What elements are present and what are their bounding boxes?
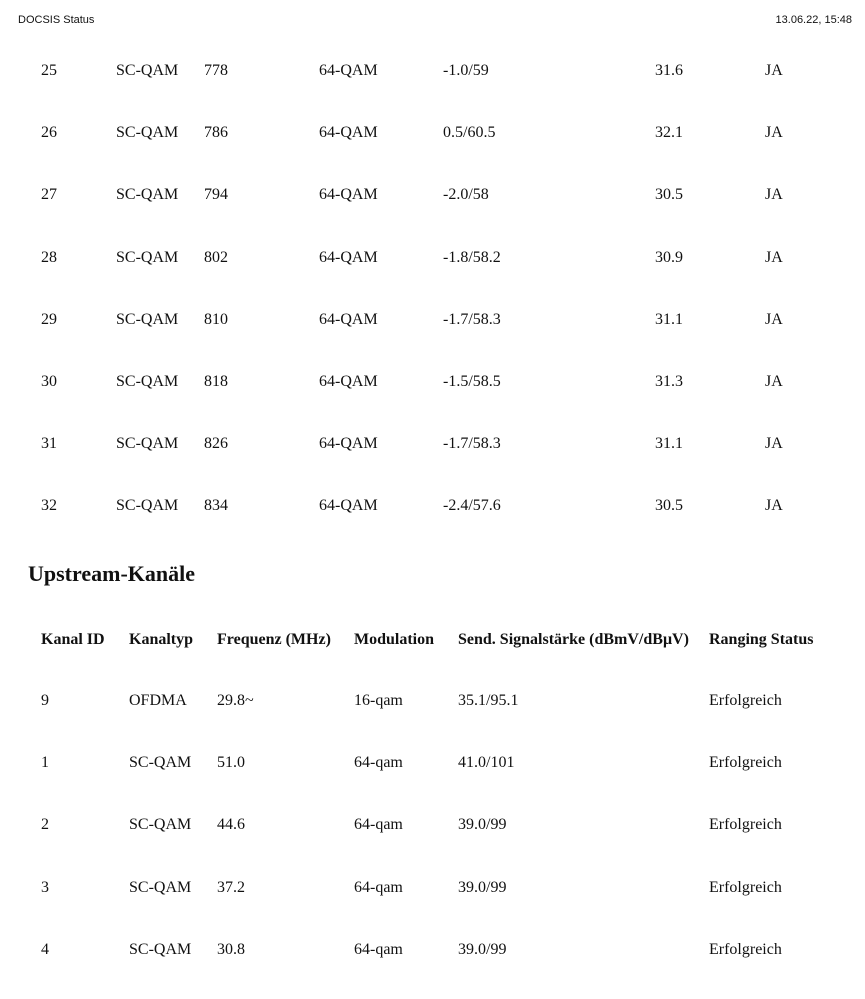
upstream-column-header: Modulation — [354, 631, 435, 648]
channel-type-cell: SC-QAM — [116, 435, 179, 453]
channel-type-cell: SC-QAM — [129, 754, 192, 772]
channel-id-cell: 30 — [41, 373, 57, 391]
send-power-cell: 41.0/101 — [458, 754, 515, 772]
power-cell: -1.7/58.3 — [443, 310, 501, 328]
frequency-cell: 794 — [204, 186, 228, 204]
ranging-status-cell: Erfolgreich — [709, 940, 782, 958]
frequency-cell: 51.0 — [217, 754, 245, 772]
channel-id-cell: 1 — [41, 754, 49, 772]
modulation-cell: 64-QAM — [319, 124, 378, 142]
channel-id-cell: 32 — [41, 497, 57, 515]
snr-cell: 31.3 — [655, 373, 683, 391]
channel-type-cell: SC-QAM — [116, 373, 179, 391]
modulation-cell: 64-QAM — [319, 435, 378, 453]
locked-cell: JA — [765, 497, 783, 515]
power-cell: 0.5/60.5 — [443, 124, 496, 142]
upstream-header-row — [41, 610, 839, 670]
snr-cell: 30.5 — [655, 497, 683, 515]
channel-id-cell: 2 — [41, 816, 49, 834]
upstream-row — [41, 732, 839, 794]
modulation-cell: 16-qam — [354, 692, 403, 710]
snr-cell: 31.6 — [655, 62, 683, 80]
power-cell: -1.7/58.3 — [443, 435, 501, 453]
channel-type-cell: SC-QAM — [116, 124, 179, 142]
upstream-row — [41, 919, 839, 981]
channel-id-cell: 9 — [41, 692, 49, 710]
print-header-title: DOCSIS Status — [18, 14, 95, 26]
downstream-row — [41, 475, 825, 537]
upstream-table-body — [41, 670, 839, 981]
locked-cell: JA — [765, 124, 783, 142]
channel-type-cell: OFDMA — [129, 692, 187, 710]
upstream-row — [41, 670, 839, 732]
upstream-column-header: Kanaltyp — [129, 631, 194, 648]
channel-id-cell: 26 — [41, 124, 57, 142]
channel-type-cell: SC-QAM — [129, 878, 192, 896]
modulation-cell: 64-QAM — [319, 248, 378, 266]
downstream-row — [41, 102, 825, 164]
channel-type-cell: SC-QAM — [116, 497, 179, 515]
upstream-section-title: Upstream-Kanäle — [28, 561, 196, 586]
snr-cell: 31.1 — [655, 435, 683, 453]
frequency-cell: 826 — [204, 435, 228, 453]
snr-cell: 30.9 — [655, 248, 683, 266]
channel-type-cell: SC-QAM — [116, 248, 179, 266]
frequency-cell: 818 — [204, 373, 228, 391]
snr-cell: 31.1 — [655, 310, 683, 328]
channel-id-cell: 4 — [41, 940, 49, 958]
modulation-cell: 64-qam — [354, 878, 403, 896]
locked-cell: JA — [765, 373, 783, 391]
channel-type-cell: SC-QAM — [129, 940, 192, 958]
ranging-status-cell: Erfolgreich — [709, 692, 782, 710]
power-cell: -2.0/58 — [443, 186, 489, 204]
upstream-column-header: Send. Signalstärke (dBmV/dBμV) — [458, 631, 689, 648]
send-power-cell: 35.1/95.1 — [458, 692, 519, 710]
modulation-cell: 64-QAM — [319, 497, 378, 515]
locked-cell: JA — [765, 248, 783, 266]
channel-type-cell: SC-QAM — [116, 186, 179, 204]
modulation-cell: 64-QAM — [319, 186, 378, 204]
channel-type-cell: SC-QAM — [129, 816, 192, 834]
ranging-status-cell: Erfolgreich — [709, 754, 782, 772]
channel-id-cell: 29 — [41, 310, 57, 328]
power-cell: -1.8/58.2 — [443, 248, 501, 266]
snr-cell: 30.5 — [655, 186, 683, 204]
upstream-row — [41, 794, 839, 856]
frequency-cell: 810 — [204, 310, 228, 328]
modulation-cell: 64-qam — [354, 816, 403, 834]
channel-id-cell: 27 — [41, 186, 57, 204]
power-cell: -1.5/58.5 — [443, 373, 501, 391]
upstream-row — [41, 857, 839, 919]
print-header-timestamp: 13.06.22, 15:48 — [775, 14, 852, 26]
frequency-cell: 778 — [204, 62, 228, 80]
locked-cell: JA — [765, 186, 783, 204]
downstream-row — [41, 164, 825, 226]
channel-type-cell: SC-QAM — [116, 310, 179, 328]
downstream-table-body — [41, 40, 825, 538]
modulation-cell: 64-QAM — [319, 310, 378, 328]
modulation-cell: 64-QAM — [319, 62, 378, 80]
frequency-cell: 834 — [204, 497, 228, 515]
channel-id-cell: 28 — [41, 248, 57, 266]
locked-cell: JA — [765, 62, 783, 80]
snr-cell: 32.1 — [655, 124, 683, 142]
send-power-cell: 39.0/99 — [458, 816, 507, 834]
frequency-cell: 802 — [204, 248, 228, 266]
upstream-column-header: Ranging Status — [709, 631, 814, 648]
modulation-cell: 64-qam — [354, 754, 403, 772]
frequency-cell: 29.8~ — [217, 692, 254, 710]
power-cell: -2.4/57.6 — [443, 497, 501, 515]
send-power-cell: 39.0/99 — [458, 878, 507, 896]
power-cell: -1.0/59 — [443, 62, 489, 80]
downstream-row — [41, 351, 825, 413]
downstream-row — [41, 413, 825, 475]
modulation-cell: 64-qam — [354, 940, 403, 958]
upstream-column-header: Frequenz (MHz) — [217, 631, 331, 648]
frequency-cell: 37.2 — [217, 878, 245, 896]
modulation-cell: 64-QAM — [319, 373, 378, 391]
locked-cell: JA — [765, 435, 783, 453]
upstream-column-header: Kanal ID — [41, 631, 105, 648]
frequency-cell: 30.8 — [217, 940, 245, 958]
channel-id-cell: 25 — [41, 62, 57, 80]
upstream-table — [41, 610, 839, 981]
frequency-cell: 786 — [204, 124, 228, 142]
downstream-row — [41, 227, 825, 289]
send-power-cell: 39.0/99 — [458, 940, 507, 958]
downstream-row — [41, 40, 825, 102]
channel-type-cell: SC-QAM — [116, 62, 179, 80]
channel-id-cell: 31 — [41, 435, 57, 453]
frequency-cell: 44.6 — [217, 816, 245, 834]
ranging-status-cell: Erfolgreich — [709, 878, 782, 896]
channel-id-cell: 3 — [41, 878, 49, 896]
locked-cell: JA — [765, 310, 783, 328]
downstream-table — [41, 40, 825, 538]
downstream-row — [41, 289, 825, 351]
ranging-status-cell: Erfolgreich — [709, 816, 782, 834]
